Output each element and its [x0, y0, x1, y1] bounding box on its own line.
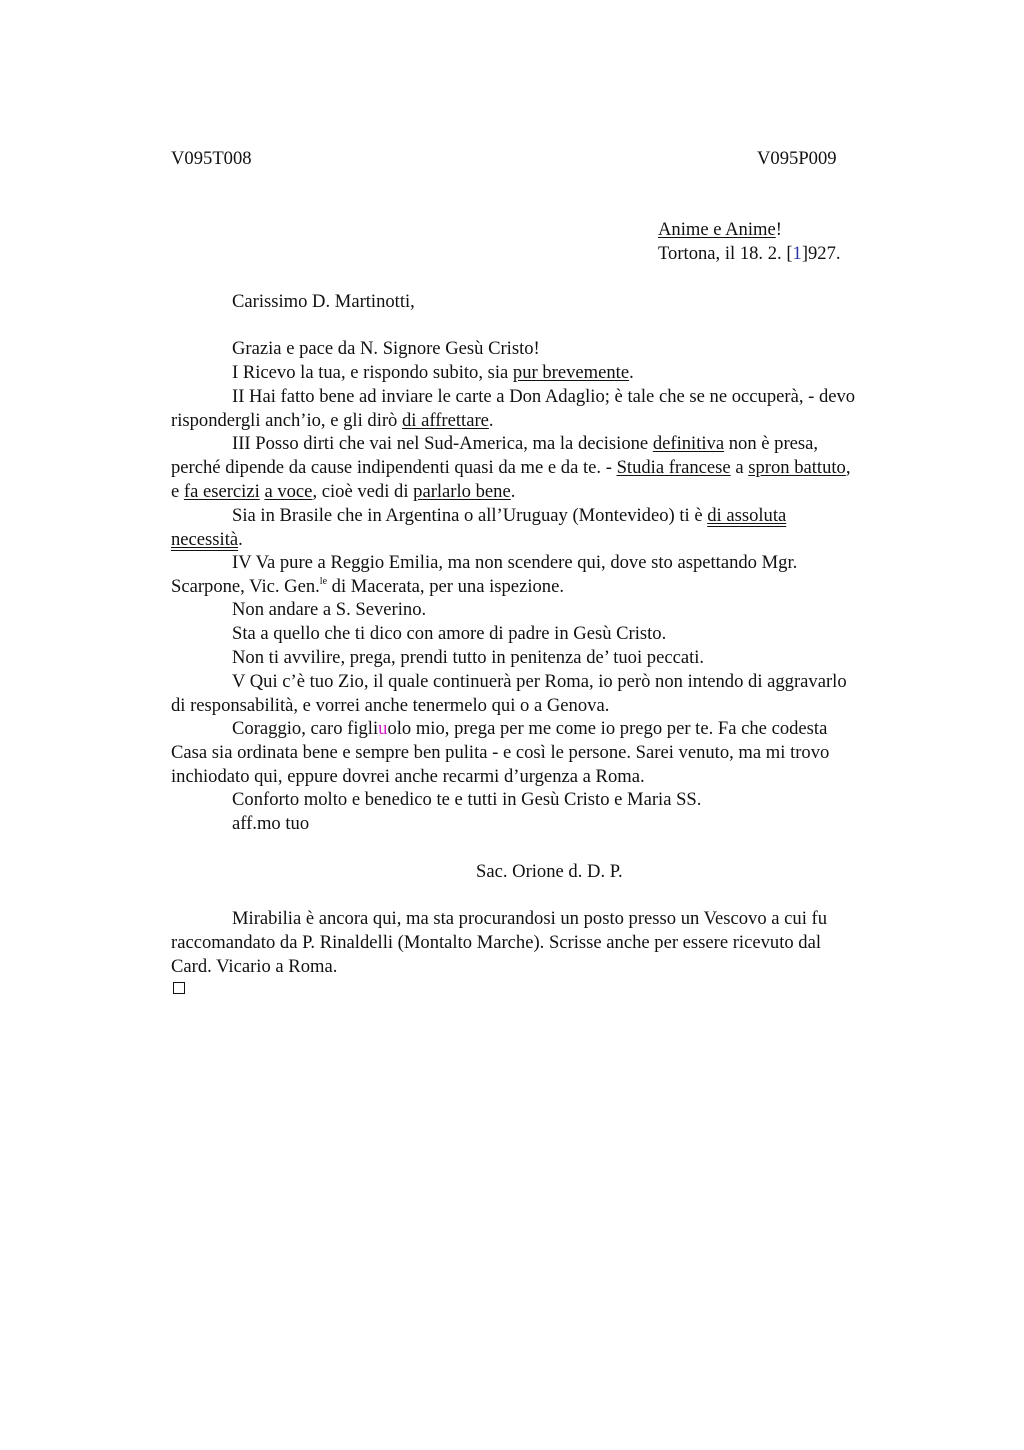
motto-line	[658, 218, 782, 242]
salutation: Carissimo D. Martinotti,	[232, 291, 415, 312]
paragraph-2-line-2	[171, 409, 494, 433]
text-segment: rispondergli anch’io, e gli dirò	[171, 410, 402, 431]
paragraph-9-line-2: di responsabilità, e vorrei anche tenermelo qui o a Genova.	[171, 695, 610, 716]
paragraph-1	[232, 361, 634, 385]
text-segment: di affrettare	[402, 410, 489, 431]
paragraph-2-line-1: II Hai fatto bene ad inviare le carte a Don Adaglio; è tale che se ne occuperà, - devo	[232, 386, 856, 407]
text-segment: III Posso dirti che vai nel Sud-America, ma la decisione	[232, 433, 653, 454]
text-segment: definitiva	[652, 433, 725, 454]
greeting-line: Grazia e pace da N. Signore Gesù Cristo!	[232, 338, 540, 359]
text-segment: ]927.	[801, 243, 841, 264]
paragraph-3-line-2	[171, 456, 851, 480]
signature: Sac. Orione d. D. P.	[476, 861, 623, 882]
text-segment: Studia francese	[616, 457, 731, 478]
text-segment: parlarlo bene	[413, 481, 511, 502]
text-segment: perché dipende da cause indipendenti quasi da me e da te. -	[171, 457, 617, 478]
paragraph-11: Conforto molto e benedico te e tutti in Gesù Cristo e Maria SS.	[232, 789, 702, 810]
text-segment: .	[510, 481, 516, 502]
doc-code-left: V095T008	[171, 148, 252, 169]
paragraph-4-line-1	[232, 504, 786, 528]
paragraph-3-line-1	[232, 432, 818, 456]
text-segment: di Macerata, per una ispezione.	[327, 576, 564, 597]
text-segment: Sia in Brasile che in Argentina o all’Uruguay (Montevideo) ti è	[232, 505, 708, 526]
paragraph-10-line-2: Casa sia ordinata bene e sempre ben pulita - e così le persone. Sarei venuto, ma mi trovo	[171, 742, 830, 763]
postscript-line-3: Card. Vicario a Roma.	[171, 956, 338, 977]
paragraph-10-line-1	[232, 717, 827, 741]
text-segment: fa esercizi	[183, 481, 260, 502]
text-segment: necessità	[171, 529, 239, 550]
text-segment: !	[775, 219, 782, 240]
doc-code-right: V095P009	[757, 148, 837, 169]
text-segment: ,	[845, 457, 851, 478]
text-segment: pur brevemente	[512, 362, 630, 383]
text-segment: non è presa,	[724, 433, 819, 454]
closing: aff.mo tuo	[232, 813, 310, 834]
text-segment: I Ricevo la tua, e rispondo subito, sia	[232, 362, 513, 383]
text-segment: a	[730, 457, 749, 478]
postscript-line-2: raccomandato da P. Rinaldelli (Montalto Marche). Scrisse anche per essere ricevuto dal	[171, 932, 822, 953]
editorial-bracket-number: 1	[792, 243, 802, 264]
paragraph-4-line-2	[171, 528, 243, 552]
text-segment: le	[319, 576, 328, 587]
postscript-line-1: Mirabilia è ancora qui, ma sta procurandosi un posto presso un Vescovo a cui fu	[232, 908, 828, 929]
paragraph-7: Sta a quello che ti dico con amore di padre in Gesù Cristo.	[232, 623, 667, 644]
text-segment: e	[171, 481, 184, 502]
text-segment: u	[378, 718, 388, 739]
paragraph-6: Non andare a S. Severino.	[232, 599, 427, 620]
end-box-icon	[173, 982, 185, 994]
paragraph-3-line-3	[171, 480, 515, 504]
text-segment: di assoluta	[707, 505, 787, 526]
paragraph-10-line-3: inchiodato qui, eppure dovrei anche recarmi d’urgenza a Roma.	[171, 766, 645, 787]
text-segment: a voce	[264, 481, 313, 502]
text-segment: spron battuto	[748, 457, 846, 478]
text-segment: Scarpone, Vic. Gen.	[171, 576, 320, 597]
text-segment: .	[238, 529, 243, 550]
text-segment: Coraggio, caro figli	[232, 718, 379, 739]
paragraph-5-line-1: IV Va pure a Reggio Emilia, ma non scendere qui, dove sto aspettando Mgr.	[232, 552, 798, 573]
text-segment: Tortona, il 18. 2. [	[658, 243, 793, 264]
motto-text: Anime e Anime	[658, 219, 776, 240]
text-segment: .	[488, 410, 494, 431]
text-segment: olo mio, prega per me come io prego per te. Fa che codesta	[387, 718, 828, 739]
text-segment: .	[629, 362, 634, 383]
paragraph-8: Non ti avvilire, prega, prendi tutto in penitenza de’ tuoi peccati.	[232, 647, 705, 668]
paragraph-5-line-2	[171, 575, 564, 599]
text-segment: , cioè vedi di	[312, 481, 414, 502]
date-line	[658, 242, 841, 266]
paragraph-9-line-1: V Qui c’è tuo Zio, il quale continuerà per Roma, io però non intendo di aggravarlo	[232, 671, 847, 692]
